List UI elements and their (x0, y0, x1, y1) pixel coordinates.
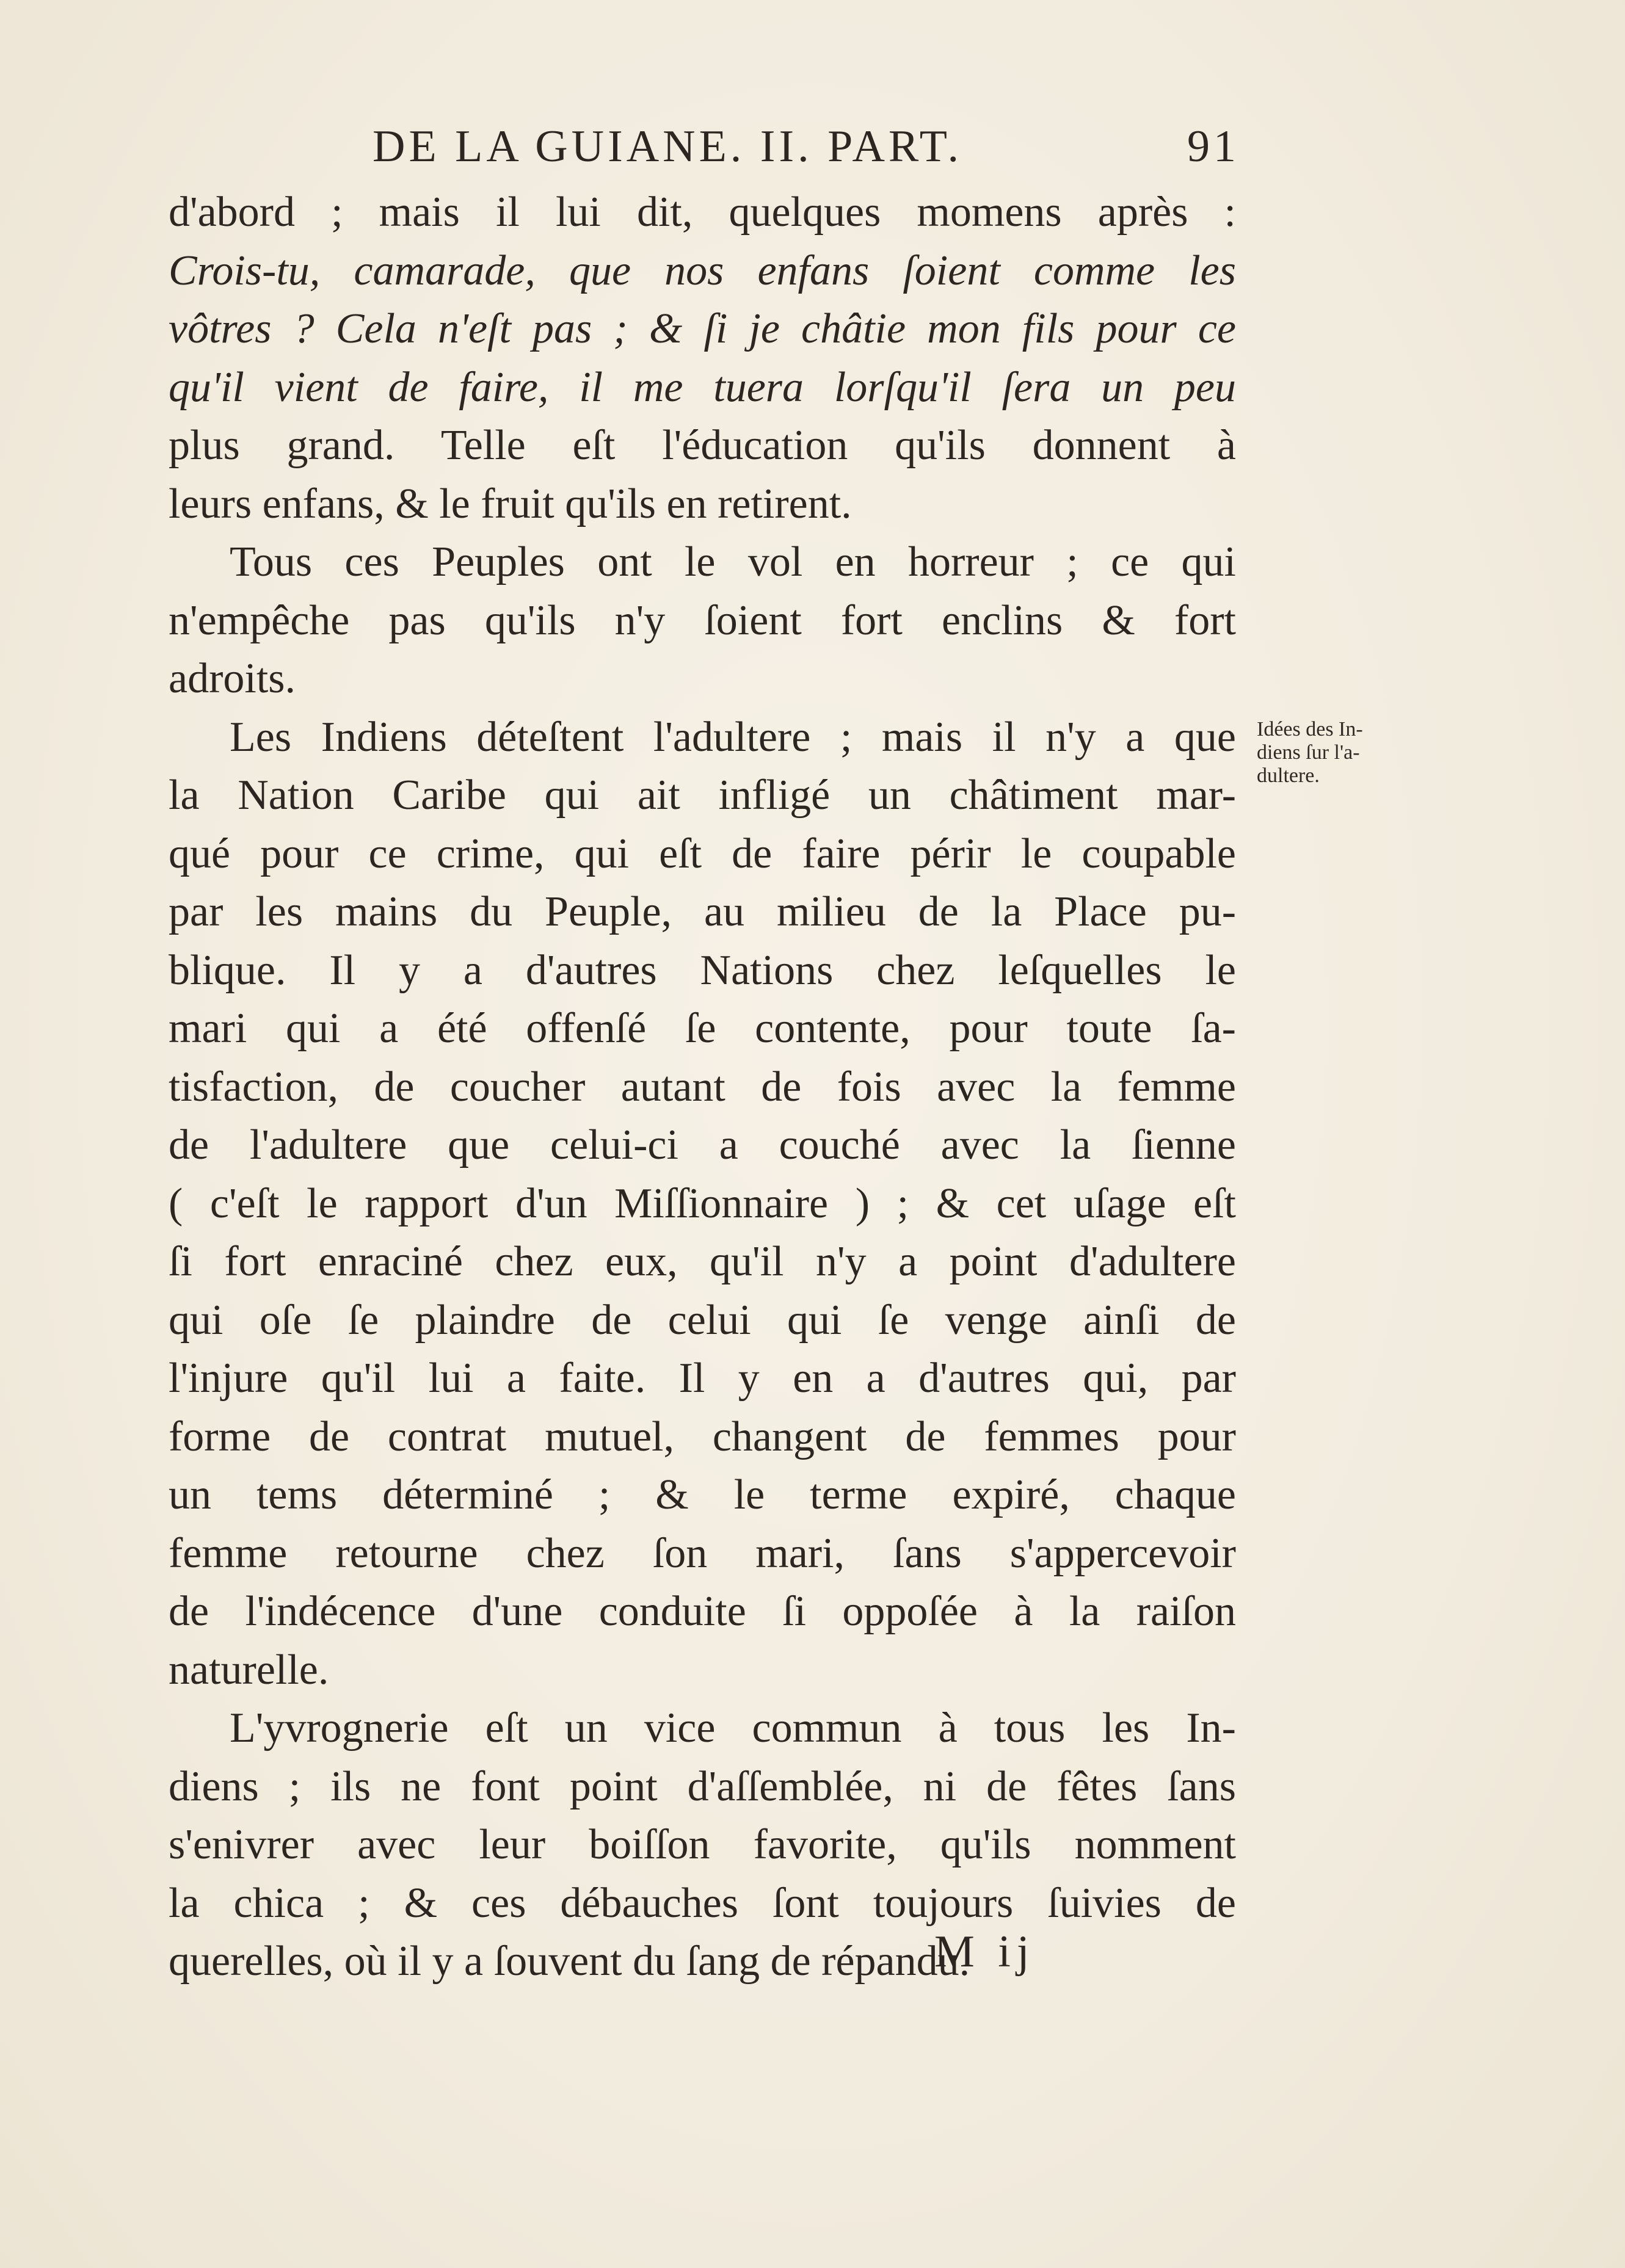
text-line: ( c'eſt le rapport d'un Miſſionnaire ) ; & cet uſage eſt (169, 1179, 1236, 1227)
text-line: tisfaction, de coucher autant de fois avec la femme (169, 1063, 1236, 1110)
text-line: qui oſe ſe plaindre de celui qui ſe venge ainſi de (169, 1296, 1236, 1344)
text-line: adroits. (169, 655, 296, 702)
page-number: 91 (1187, 121, 1240, 172)
text-line: L'yvrognerie eſt un vice commun à tous les In- (230, 1705, 1236, 1752)
body-text (169, 183, 1236, 1991)
page-header (373, 116, 1240, 177)
text-line: querelles, où il y a ſouvent du ſang de répandu. (169, 1938, 970, 1985)
text-line: blique. Il y a d'autres Nations chez leſquelles le (169, 946, 1236, 994)
text-line: s'enivrer avec leur boiſſon favorite, qu'ils nomment (169, 1821, 1236, 1868)
margin-note-line: dultere. (1257, 764, 1320, 787)
text-line: n'empêche pas qu'ils n'y ſoient fort enclins & fort (169, 596, 1236, 644)
text-line: qu'il vient de faire, il me tuera lorſqu'il ſera un peu (169, 363, 1236, 411)
text-line: mari qui a été offenſé ſe contente, pour toute ſa- (169, 1005, 1236, 1052)
margin-note-line: diens ſur l'a- (1257, 741, 1360, 764)
text-line: leurs enfans, & le fruit qu'ils en retirent. (169, 480, 852, 527)
running-title: DE LA GUIANE. II. PART. (373, 121, 963, 172)
margin-note-line: Idées des In- (1257, 718, 1363, 741)
text-line: par les mains du Peuple, au milieu de la Place pu- (169, 888, 1236, 935)
text-line: forme de contrat mutuel, changent de femmes pour (169, 1413, 1236, 1460)
text-line: de l'adultere que celui-ci a couché avec la ſienne (169, 1121, 1236, 1168)
text-line: vôtres ? Cela n'eſt pas ; & ſi je châtie mon fils pour ce (169, 305, 1236, 352)
signature-mark: M ij (934, 1927, 1036, 1977)
text-line: la Nation Caribe qui ait infligé un châtiment mar- (169, 772, 1236, 819)
text-line: qué pour ce crime, qui eſt de faire périr le coupable (169, 830, 1236, 877)
text-line: d'abord ; mais il lui dit, quelques momens après : (169, 189, 1236, 236)
margin-note (1257, 718, 1440, 788)
text-line: naturelle. (169, 1646, 329, 1694)
text-line: Crois-tu, camarade, que nos enfans ſoient comme les (169, 247, 1236, 294)
text-line: femme retourne chez ſon mari, ſans s'appercevoir (169, 1529, 1236, 1577)
text-line: l'injure qu'il lui a faite. Il y en a d'autres qui, par (169, 1355, 1236, 1402)
text-line: Tous ces Peuples ont le vol en horreur ; ce qui (230, 538, 1236, 585)
text-line: Les Indiens déteſtent l'adultere ; mais il n'y a que (230, 713, 1236, 761)
text-line: plus grand. Telle eſt l'éducation qu'ils donnent à (169, 422, 1236, 469)
text-line: ſi fort enraciné chez eux, qu'il n'y a point d'adultere (169, 1238, 1236, 1285)
text-line: un tems déterminé ; & le terme expiré, chaque (169, 1471, 1236, 1518)
text-line: diens ; ils ne font point d'aſſemblée, ni de fêtes ſans (169, 1763, 1236, 1810)
text-line: la chica ; & ces débauches ſont toujours ſuivies de (169, 1879, 1236, 1927)
text-line: de l'indécence d'une conduite ſi oppoſée à la raiſon (169, 1588, 1236, 1635)
